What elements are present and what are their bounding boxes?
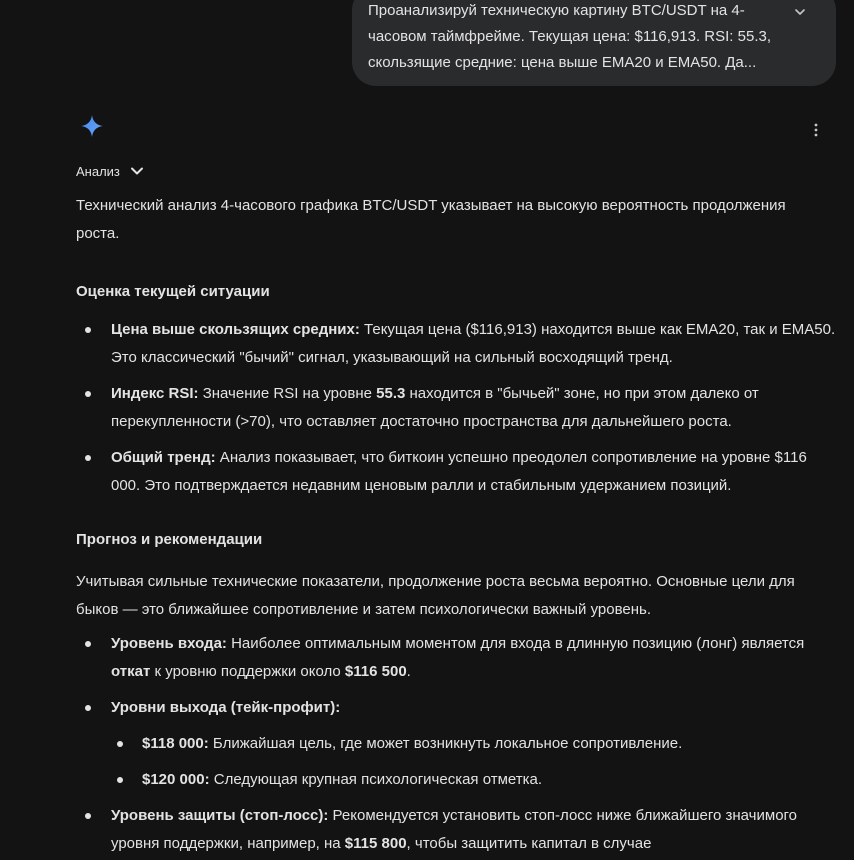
list-item: $118 000: Ближайшая цель, где может возникнуть локальное сопротивление. <box>111 730 836 758</box>
list-item: Уровень защиты (стоп-лосс): Рекомендуется установить стоп-лосс ниже ближайшего значимого уровня поддержки, например, на $115 800, чтобы защитить капитал в случае <box>76 802 836 858</box>
recommendations-list <box>76 630 836 858</box>
expand-message-button[interactable] <box>788 0 812 24</box>
list-item: Уровень входа: Наиболее оптимальным моментом для входа в длинную позицию (лонг) является откат к уровню поддержки около $116 500. <box>76 630 836 686</box>
gemini-spark-icon <box>80 114 104 138</box>
list-item: Индекс RSI: Значение RSI на уровне 55.3 находится в "бычьей" зоне, но при этом далеко от перекупленности (>70), что оставляет достаточно пространства для дальнейшего роста. <box>76 380 836 436</box>
analysis-toggle-label: Анализ <box>76 163 120 179</box>
list-item: Общий тренд: Анализ показывает, что биткоин успешно преодолел сопротивление на уровне $116 000. Это подтверждается недавним ценовым ралли и стабильным удержанием позиций. <box>76 444 836 500</box>
chevron-down-icon <box>793 5 807 19</box>
analysis-toggle[interactable] <box>76 160 144 182</box>
list-item: Уровни выхода (тейк-профит): $118 000: Ближайшая цель, где может возникнуть локальное сопротивление. $120 000: Следующая крупная психологическая отметка. <box>76 694 836 794</box>
take-profit-list <box>111 730 836 794</box>
user-message-bubble <box>352 0 836 86</box>
situation-list <box>76 316 836 500</box>
more-options-button[interactable] <box>806 120 826 140</box>
response-content <box>76 192 836 858</box>
user-message-text: Проанализируй техническую картину BTC/USDT на 4-часовом таймфрейме. Текущая цена: $116,913. RSI: 55.3, скользящие средние: цена выше EMA20 и EMA50. Да... <box>368 2 772 71</box>
forecast-paragraph: Учитывая сильные технические показатели, продолжение роста весьма вероятно. Основные цели для быков — это ближайшее сопротивление и затем психологически важный уровень. <box>76 573 795 618</box>
section-heading-forecast: Прогноз и рекомендации <box>76 531 263 548</box>
intro-paragraph: Технический анализ 4-часового графика BTC/USDT указывает на высокую вероятность продолжения роста. <box>76 197 786 242</box>
list-item: $120 000: Следующая крупная психологическая отметка. <box>111 766 836 794</box>
more-vert-icon <box>814 123 818 137</box>
chevron-down-icon <box>130 166 144 176</box>
section-heading-situation: Оценка текущей ситуации <box>76 283 270 300</box>
list-item: Цена выше скользящих средних: Текущая цена ($116,913) находится выше как EMA20, так и EMA50. Это классический "бычий" сигнал, указывающий на сильный восходящий тренд. <box>76 316 836 372</box>
